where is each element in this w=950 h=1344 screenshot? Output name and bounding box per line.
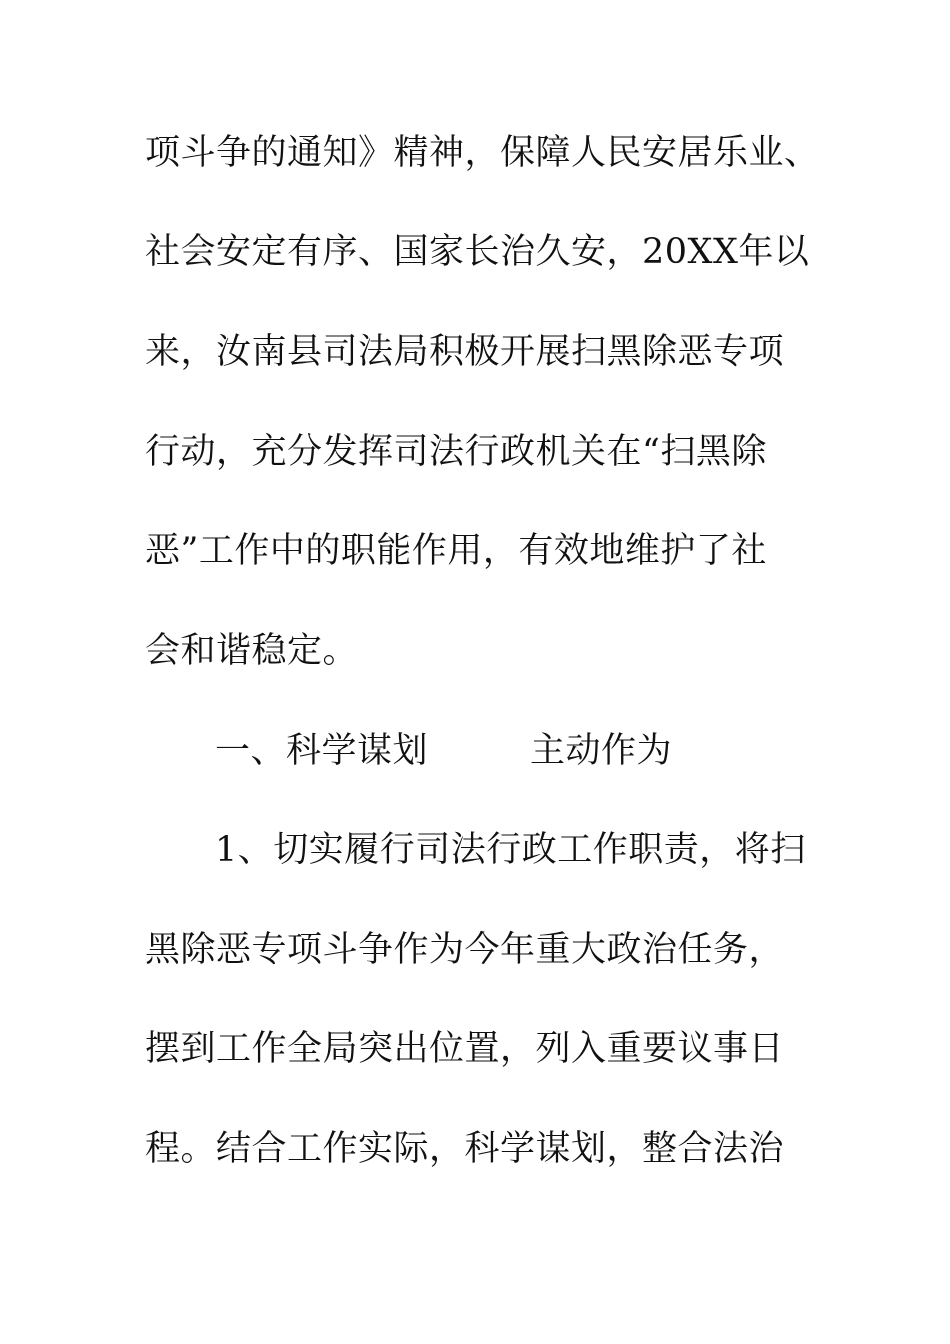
text-line: 来，汝南县司法局积极开展扫黑除恶专项	[145, 332, 785, 372]
section-heading-left: 一、科学谋划	[215, 731, 429, 771]
text-line: 恶”工作中的职能作用，有效地维护了社	[145, 531, 767, 571]
text-line: 项斗争的通知》精神，保障人民安居乐业、	[145, 133, 820, 173]
section-heading-right: 主动作为	[530, 731, 673, 771]
text-line: 黑除恶专项斗争作为今年重大政治任务，	[145, 930, 785, 970]
text-line: 会和谐稳定。	[145, 631, 359, 671]
text-line: 1、切实履行司法行政工作职责，将扫	[215, 830, 806, 870]
text-line: 社会安定有序、国家长治久安，20XX年以	[145, 232, 810, 272]
text-line: 摆到工作全局突出位置，列入重要议事日	[145, 1029, 785, 1069]
text-line: 行动，充分发挥司法行政机关在“扫黑除	[145, 432, 767, 472]
text-line: 程。结合工作实际，科学谋划，整合法治	[145, 1129, 785, 1169]
